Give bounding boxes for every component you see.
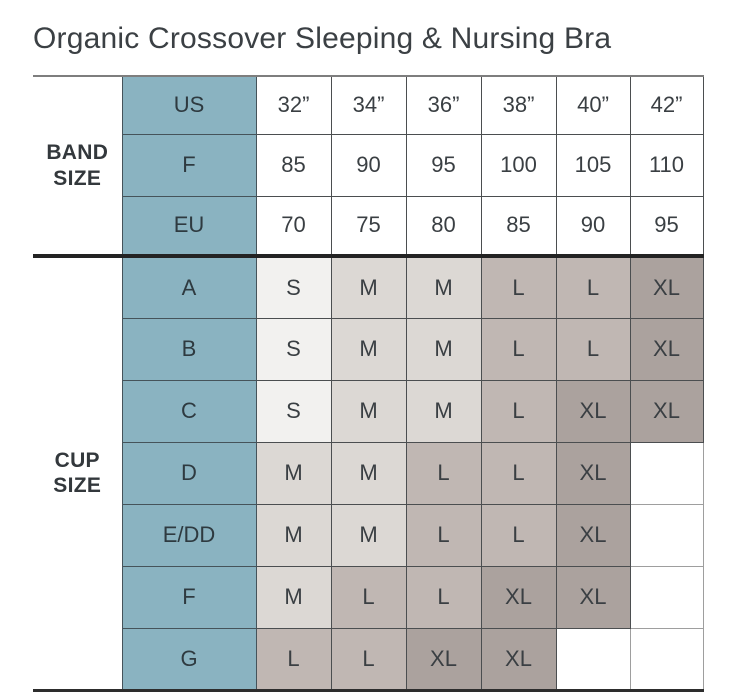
cup-size-cell: L [331,628,406,690]
band-size-cell: 34” [331,76,406,134]
band-size-cell: 85 [481,196,556,256]
cup-size-cell: M [256,504,331,566]
band-size-cell: 85 [256,134,331,196]
cup-size-cell: XL [556,380,630,442]
cup-size-cell: XL [630,256,703,318]
band-size-cell: 90 [556,196,630,256]
cup-row-edd [33,504,703,566]
cup-size-cell: M [331,380,406,442]
cup-size-cell: M [256,566,331,628]
row-header-b: B [122,318,256,380]
band-size-cell: 70 [256,196,331,256]
band-size-cell: 80 [406,196,481,256]
cup-size-cell: L [481,318,556,380]
cup-row-d [33,442,703,504]
cup-row-c [33,380,703,442]
cup-size-cell: L [481,256,556,318]
cup-size-cell [630,566,703,628]
cup-size-cell: M [406,380,481,442]
cup-size-cell: L [406,504,481,566]
band-size-cell: 95 [630,196,703,256]
row-header-eu: EU [122,196,256,256]
cup-size-cell: M [256,442,331,504]
band-size-cell: 95 [406,134,481,196]
row-header-c: C [122,380,256,442]
row-header-a: A [122,256,256,318]
cup-row-b [33,318,703,380]
row-header-d: D [122,442,256,504]
cup-size-label: CUP SIZE [33,256,122,690]
row-header-g: G [122,628,256,690]
cup-size-cell: XL [406,628,481,690]
cup-size-cell: L [481,380,556,442]
cup-size-cell [630,442,703,504]
band-size-cell: 38” [481,76,556,134]
cup-size-cell: L [481,504,556,566]
cup-size-cell: XL [630,380,703,442]
cup-size-cell: XL [556,566,630,628]
cup-size-cell: L [256,628,331,690]
band-size-cell: 42” [630,76,703,134]
band-size-cell: 110 [630,134,703,196]
cup-size-cell [556,628,630,690]
cup-size-cell: XL [556,442,630,504]
band-row-us [33,76,703,134]
cup-size-cell: M [331,256,406,318]
cup-size-cell: M [331,442,406,504]
band-size-cell: 75 [331,196,406,256]
band-row-eu [33,196,703,256]
cup-size-cell: M [406,318,481,380]
cup-size-cell: L [406,566,481,628]
cup-size-cell [630,628,703,690]
band-size-cell: 105 [556,134,630,196]
cup-size-cell: S [256,380,331,442]
band-size-cell: 40” [556,76,630,134]
row-header-edd: E/DD [122,504,256,566]
band-row-f [33,134,703,196]
band-size-cell: 32” [256,76,331,134]
cup-size-cell: XL [556,504,630,566]
cup-size-cell: M [331,504,406,566]
band-size-cell: 36” [406,76,481,134]
cup-size-cell: L [556,256,630,318]
cup-size-cell: L [331,566,406,628]
cup-size-cell: XL [481,628,556,690]
band-size-cell: 100 [481,134,556,196]
size-chart-table [33,75,704,692]
page-title: Organic Crossover Sleeping & Nursing Bra [33,22,612,55]
row-header-fcup: F [122,566,256,628]
cup-size-cell: L [556,318,630,380]
row-header-us: US [122,76,256,134]
band-size-label: BAND SIZE [33,76,122,256]
row-header-f: F [122,134,256,196]
band-size-cell: 90 [331,134,406,196]
cup-size-cell: XL [630,318,703,380]
cup-size-cell: L [406,442,481,504]
cup-row-g [33,628,703,690]
cup-size-cell: S [256,318,331,380]
cup-size-cell [630,504,703,566]
cup-size-cell: S [256,256,331,318]
cup-size-cell: L [481,442,556,504]
cup-size-cell: M [331,318,406,380]
cup-row-a [33,256,703,318]
cup-size-cell: M [406,256,481,318]
cup-size-cell: XL [481,566,556,628]
cup-row-f [33,566,703,628]
